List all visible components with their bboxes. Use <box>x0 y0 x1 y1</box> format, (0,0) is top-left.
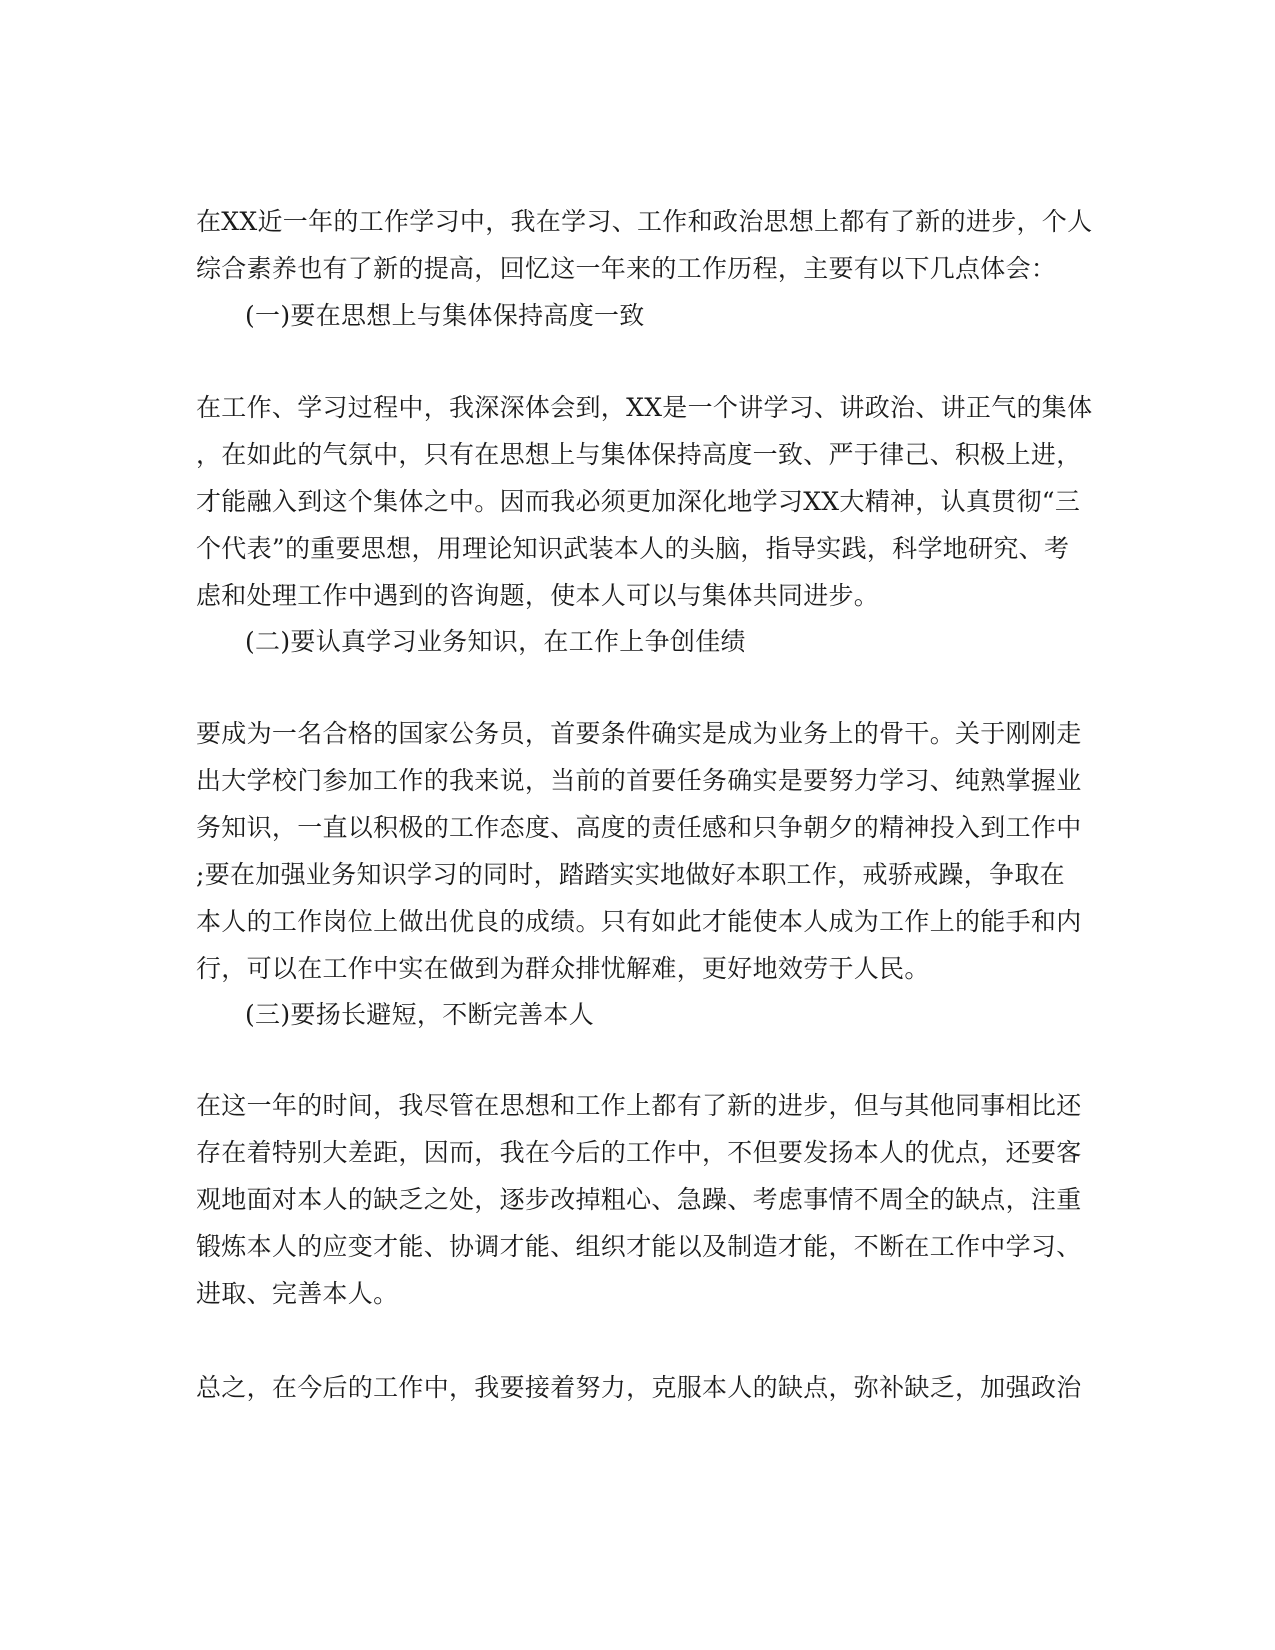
paragraph-2-line-5: 虑和处理工作中遇到的咨询题，使本人可以与集体共同进步。 <box>196 581 880 610</box>
paragraph-1-line-2: 综合素养也有了新的提高，回忆这一年来的工作历程，主要有以下几点体会： <box>196 254 1057 283</box>
paragraph-2-line-2: ，在如此的气氛中，只有在思想上与集体保持高度一致、严于律己、积极上进， <box>196 440 1082 469</box>
paragraph-4-line-2: 存在着特别大差距，因而，我在今后的工作中，不但要发扬本人的优点，还要客 <box>196 1138 1082 1167</box>
paragraph-1-line-1: 在XX近一年的工作学习中，我在学习、工作和政治思想上都有了新的进步，个人 <box>196 207 1093 236</box>
paragraph-3-line-2: 出大学校门参加工作的我来说，当前的首要任务确实是要努力学习、纯熟掌握业 <box>196 766 1082 795</box>
paragraph-4-line-5: 进取、完善本人。 <box>196 1279 399 1308</box>
paragraph-5-line-1: 总之，在今后的工作中，我要接着努力，克服本人的缺点，弥补缺乏，加强政治 <box>196 1373 1082 1402</box>
paragraph-4-line-3: 观地面对本人的缺乏之处，逐步改掉粗心、急躁、考虑事情不周全的缺点，注重 <box>196 1185 1082 1214</box>
section-heading-2: (二)要认真学习业务知识，在工作上争创佳绩 <box>245 627 746 656</box>
paragraph-4-line-4: 锻炼本人的应变才能、协调才能、组织才能以及制造才能，不断在工作中学习、 <box>196 1232 1082 1261</box>
paragraph-3-line-3: 务知识，一直以积极的工作态度、高度的责任感和只争朝夕的精神投入到工作中 <box>196 813 1082 842</box>
paragraph-2-line-1: 在工作、学习过程中，我深深体会到，XX是一个讲学习、讲政治、讲正气的集体 <box>196 393 1093 422</box>
paragraph-3-line-5: 本人的工作岗位上做出优良的成绩。只有如此才能使本人成为工作上的能手和内 <box>196 907 1082 936</box>
paragraph-3-line-4: ;要在加强业务知识学习的同时，踏踏实实地做好本职工作，戒骄戒躁，争取在 <box>196 860 1065 889</box>
paragraph-2-line-3: 才能融入到这个集体之中。因而我必须更加深化地学习XX大精神，认真贯彻“三 <box>196 487 1081 516</box>
paragraph-3-line-1: 要成为一名合格的国家公务员，首要条件确实是成为业务上的骨干。关于刚刚走 <box>196 719 1082 748</box>
paragraph-3-line-6: 行，可以在工作中实在做到为群众排忧解难，更好地效劳于人民。 <box>196 954 930 983</box>
section-heading-3: (三)要扬长避短，不断完善本人 <box>245 1000 595 1029</box>
paragraph-2-line-4: 个代表”的重要思想，用理论知识武装本人的头脑，指导实践，科学地研究、考 <box>196 534 1070 563</box>
section-heading-1: (一)要在思想上与集体保持高度一致 <box>245 301 645 330</box>
paragraph-4-line-1: 在这一年的时间，我尽管在思想和工作上都有了新的进步，但与其他同事相比还 <box>196 1091 1082 1120</box>
